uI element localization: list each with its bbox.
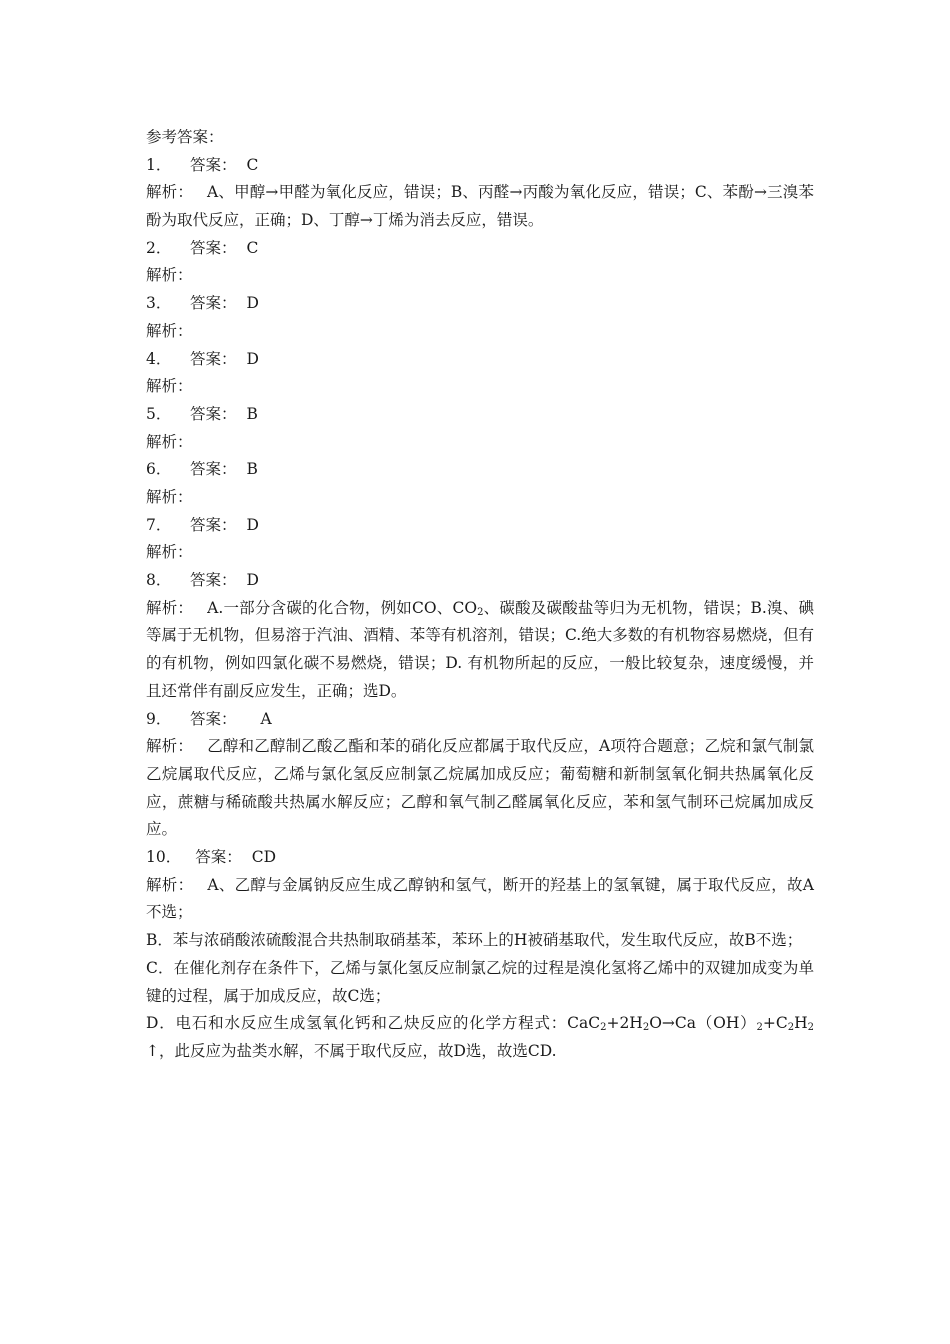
page-title: 参考答案：	[146, 128, 224, 146]
answer-label: 答案：	[190, 404, 237, 423]
analysis-text: ↑，此反应为盐类水解，不属于取代反应，故D选，故选CD.	[146, 1041, 557, 1060]
analysis-label: 解析：	[146, 183, 194, 202]
analysis-3	[146, 318, 814, 346]
analysis-6	[146, 484, 814, 512]
analysis-label: 解析：	[146, 321, 193, 340]
subscript: 2	[807, 1022, 814, 1034]
item-number: 8．	[146, 571, 172, 590]
answer-value: B	[246, 404, 258, 423]
item-number: 9．	[146, 709, 172, 728]
analysis-1	[146, 179, 814, 234]
analysis-4	[146, 373, 814, 401]
analysis-label: 解析：	[146, 543, 193, 562]
analysis-text: +2H	[606, 1014, 643, 1033]
answer-value: C	[246, 238, 259, 257]
analysis-text: 乙醇和乙醇制乙酸乙酯和苯的硝化反应都属于取代反应，A项符合题意；乙烷和氯气制氯乙烷属取代反应，乙烯与氯化氢反应制氯乙烷属加成反应；葡萄糖和新制氢氧化铜共热属氧化反应，蔗糖与稀硫酸共热属水解反应；乙醇和氧气制乙醛属氧化反应，苯和氢气制环己烷属加成反应。	[146, 737, 814, 839]
answer-value: D	[246, 515, 259, 534]
analysis-text: A、甲醇→甲醛为氧化反应，错误；B、丙醛→丙酸为氧化反应，错误；C、苯酚→三溴苯酚为取代反应，正确；D、丁醇→丁烯为消去反应，错误。	[146, 183, 814, 230]
answer-line-4	[146, 346, 814, 374]
analysis-10-c: C．在催化剂存在条件下，乙烯与氯化氢反应制氯乙烷的过程是溴化氢将乙烯中的双键加成变为单键的过程，属于加成反应，故C选；	[146, 958, 814, 1005]
analysis-2	[146, 262, 814, 290]
item-number: 6．	[146, 460, 172, 479]
answer-line-2	[146, 235, 814, 263]
answer-label: 答案：	[190, 155, 237, 174]
analysis-label: 解析：	[146, 598, 194, 617]
answer-label: 答案：	[190, 294, 237, 313]
analysis-text: A.一部分含碳的化合物，例如CO、CO	[207, 598, 478, 617]
answer-line-6	[146, 456, 814, 484]
answer-value: C	[246, 155, 259, 174]
subscript: 2	[756, 1022, 763, 1034]
analysis-5	[146, 429, 814, 457]
answer-line-8	[146, 567, 814, 595]
answer-line-9	[146, 706, 814, 734]
analysis-10	[146, 872, 814, 927]
analysis-label: 解析：	[146, 875, 194, 894]
item-number: 5．	[146, 404, 172, 423]
answer-line-1	[146, 152, 814, 180]
analysis-10-b: B．苯与浓硝酸浓硫酸混合共热制取硝基苯，苯环上的H被硝基取代，发生取代反应，故B不选；	[146, 931, 803, 950]
answer-label: 答案：	[190, 238, 237, 257]
analysis-label: 解析：	[146, 487, 193, 506]
item-number: 2．	[146, 238, 172, 257]
item-number: 10．	[146, 848, 182, 867]
answer-label: 答案：	[190, 349, 237, 368]
answer-line-10	[146, 844, 814, 872]
answer-line-5	[146, 401, 814, 429]
item-number: 4．	[146, 349, 172, 368]
answer-label: 答案：	[190, 515, 237, 534]
analysis-7	[146, 539, 814, 567]
item-number: 1．	[146, 155, 172, 174]
answer-value: D	[246, 571, 259, 590]
subscript: 2	[642, 1022, 650, 1034]
analysis-text: D．电石和水反应生成氢氧化钙和乙炔反应的化学方程式：CaC	[146, 1014, 601, 1033]
answer-line-3	[146, 290, 814, 318]
answer-value: D	[246, 349, 259, 368]
subscript: 2	[600, 1022, 607, 1034]
subscript: 2	[477, 606, 484, 618]
answer-label: 答案：	[190, 571, 237, 590]
answer-label: 答案：	[195, 848, 242, 867]
analysis-8	[146, 595, 814, 706]
analysis-label: 解析：	[146, 266, 193, 285]
answer-value: B	[246, 460, 258, 479]
subscript: 2	[787, 1022, 795, 1034]
analysis-9	[146, 733, 814, 844]
analysis-text: O→Ca（OH）	[649, 1014, 757, 1033]
analysis-label: 解析：	[146, 432, 193, 451]
analysis-text: A、乙醇与金属钠反应生成乙醇钠和氢气，断开的羟基上的氢氧键，属于取代反应，故A不选；	[146, 875, 814, 922]
answer-label: 答案：	[190, 709, 237, 728]
analysis-text: H	[794, 1014, 808, 1033]
answer-label: 答案：	[190, 460, 237, 479]
answer-document	[146, 124, 814, 1066]
analysis-text: +C	[762, 1014, 788, 1033]
answer-value: CD	[251, 848, 277, 867]
analysis-label: 解析：	[146, 737, 194, 756]
item-number: 3．	[146, 294, 172, 313]
answer-value: A	[260, 709, 272, 728]
analysis-label: 解析：	[146, 377, 193, 396]
item-number: 7．	[146, 515, 172, 534]
analysis-10-d	[146, 1010, 814, 1065]
analysis-text: 、碳酸及碳酸盐等归为无机物，错误；B.溴、碘等属于无机物，但易溶于汽油、酒精、苯等有机溶剂，错误；C.绝大多数的有机物容易燃烧，但有的有机物，例如四氯化碳不易燃烧，错误；D. 有机物所起的反应，一般比较复杂，速度缓慢，并且还常伴有副反应发生，正确；选D。	[146, 598, 814, 700]
answer-line-7	[146, 512, 814, 540]
answer-value: D	[246, 294, 259, 313]
